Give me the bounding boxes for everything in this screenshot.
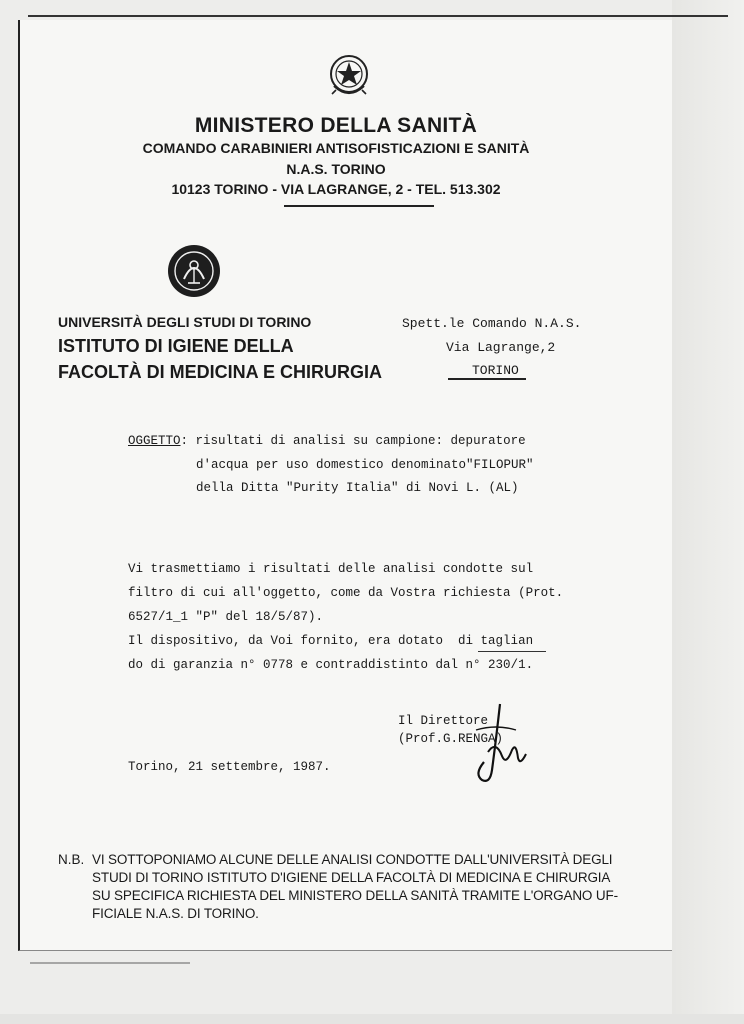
handwritten-signature-icon [466, 700, 530, 790]
note-line-2: STUDI DI TORINO ISTITUTO D'IGIENE DELLA FACOLTÀ DI MEDICINA E CHIRURGIA [92, 870, 611, 885]
body-line-2: filtro di cui all'oggetto, come da Vostra richiesta (Prot. [128, 586, 564, 600]
subject-text-1: : risultati di analisi su campione: depuratore [180, 434, 526, 448]
scan-edge-mark [30, 962, 190, 964]
top-edge-line [28, 15, 728, 17]
note-line-3: SU SPECIFICA RICHIESTA DEL MINISTERO DELLA SANITÀ TRAMITE L'ORGANO UF- [92, 888, 618, 903]
university-name: UNIVERSITÀ DEGLI STUDI DI TORINO [58, 314, 312, 330]
republic-emblem-icon [328, 52, 370, 98]
body-line-5: do di garanzia n° 0778 e contraddistinto dal n° 230/1. [128, 658, 534, 672]
letter-date: Torino, 21 settembre, 1987. [128, 760, 331, 774]
scan-bottom-edge [0, 1014, 744, 1024]
recipient-street: Via Lagrange,2 [446, 340, 556, 355]
letterhead-title: MINISTERO DELLA SANITÀ [194, 114, 478, 137]
letterhead-underline [284, 205, 434, 207]
note-line-4: FICIALE N.A.S. DI TORINO. [92, 906, 259, 921]
signature-name: (Prof.G.RENGA) [398, 732, 504, 746]
institute-name: ISTITUTO DI IGIENE DELLA [58, 336, 294, 356]
bleed-through-shadow [330, 10, 338, 44]
note-line-1: VI SOTTOPONIAMO ALCUNE DELLE ANALISI CONDOTTE DALL'UNIVERSITÀ DEGLI [92, 852, 613, 867]
university-seal-icon [166, 243, 222, 299]
letterhead-office: N.A.S. TORINO [286, 161, 386, 177]
subject-label: OGGETTO [128, 434, 181, 448]
subject-line-2: d'acqua per uso domestico denominato"FILOPUR" [196, 458, 534, 472]
body-underline [478, 651, 546, 652]
body-line-1: Vi trasmettiamo i risultati delle analisi condotte sul [128, 562, 534, 576]
recipient-underline [448, 378, 526, 380]
recipient-name: Spett.le Comando N.A.S. [402, 316, 582, 331]
letterhead-subtitle: COMANDO CARABINIERI ANTISOFISTICAZIONI E SANITÀ [142, 140, 530, 156]
faculty-name: FACOLTÀ DI MEDICINA E CHIRURGIA [58, 362, 382, 382]
note-prefix: N.B. [58, 852, 85, 867]
body-line-3: 6527/1_1 "P" del 18/5/87). [128, 610, 324, 624]
subject-line-3: della Ditta "Purity Italia" di Novi L. (AL) [196, 481, 519, 495]
bleed-through-shadow [360, 200, 561, 270]
adjacent-page-strip [672, 0, 744, 1024]
subject-line-1 [128, 434, 526, 448]
signature-title: Il Direttore [398, 714, 489, 728]
recipient-city: TORINO [472, 363, 519, 378]
letterhead-address: 10123 TORINO - VIA LAGRANGE, 2 - TEL. 513.302 [171, 181, 501, 197]
body-line-4: Il dispositivo, da Voi fornito, era dotato di taglian [128, 634, 534, 648]
